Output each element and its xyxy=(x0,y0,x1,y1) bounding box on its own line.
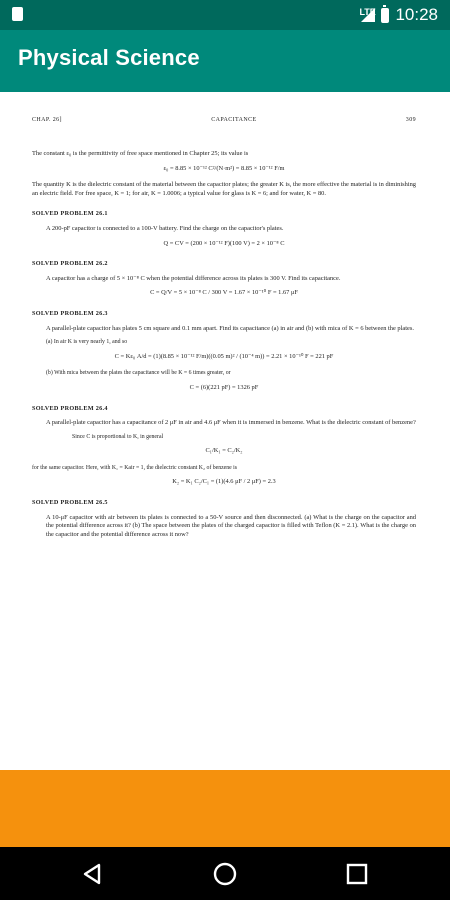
signal-icon xyxy=(359,8,375,22)
navigation-bar xyxy=(0,847,450,900)
home-icon[interactable] xyxy=(211,860,239,888)
problem-equation: C = Q/V = 5 × 10⁻⁸ C / 300 V = 1.67 × 10⁻¹⁰ F = 1.67 μF xyxy=(150,289,298,297)
problem-title: SOLVED PROBLEM 26.3 xyxy=(32,309,108,317)
page-content xyxy=(32,150,416,544)
running-head-center: CAPACITANCE xyxy=(211,117,257,123)
problem-text: A parallel-plate capacitor has a capacitance of 2 μF in air and 4.6 μF when it is immersed in benzene. What is the dielectric constant of benzene? xyxy=(46,419,416,427)
problem-equation-2: K₂ = K₁ C₂/C₁ = (1)(4.6 μF / 2 μF) = 2.3 xyxy=(172,478,276,486)
problem-equation: Q = CV = (200 × 10⁻¹² F)(100 V) = 2 × 10⁻⁸ C xyxy=(163,239,285,247)
problem-part-a: (a) In air K is very nearly 1, and so xyxy=(46,339,128,346)
problem-text: A 200-pF capacitor is connected to a 100-V battery. Find the charge on the capacitor's plates. xyxy=(46,224,284,232)
problem-equation: C = Kε₀ A/d = (1)(8.85 × 10⁻¹² F/m)((0.05 m)² / (10⁻⁴ m)) = 2.21 × 10⁻¹⁰ F = 221 pF xyxy=(114,352,334,360)
running-head-left: CHAP. 26] xyxy=(32,117,62,123)
problem-equation-2: C = (6)(221 pF) = 1326 pF xyxy=(189,383,259,391)
intro-paragraph-1: The constant ε₀ is the permittivity of free space mentioned in Chapter 25; its value is xyxy=(32,150,249,157)
problem-line-1: Since C is proportional to K, in general xyxy=(72,433,164,440)
app-bar xyxy=(0,30,450,92)
problem-title: SOLVED PROBLEM 26.5 xyxy=(32,499,108,507)
document-page[interactable] xyxy=(0,92,450,770)
intro-equation: ε₀ = 8.85 × 10⁻¹² C²/(N·m²) = 8.85 × 10⁻¹² F/m xyxy=(163,164,285,172)
bottom-banner[interactable] xyxy=(0,770,450,847)
problem-text: A 10-μF capacitor with air between its plates is connected to a 50-V source and then disconnected. (a) What is the charge on the capacitor and the potential difference across it? (b) The space between the plates of the charged capacitor is filled with Teflon (K = 2.1). What is the charge on the capacitor and the potential difference across it now? xyxy=(46,513,416,538)
status-right xyxy=(359,0,438,30)
problem-title: SOLVED PROBLEM 26.1 xyxy=(32,210,108,218)
running-head xyxy=(32,117,416,123)
clock: 10:28 xyxy=(395,5,438,24)
status-bar xyxy=(0,0,450,30)
page-number: 309 xyxy=(405,117,416,123)
intro-paragraph-2: The quantity K is the dielectric constant of the material between the capacitor plates; the greater K is, the more effective the material is in diminishing an electric field. For free space, K = 1; for air, K = 1.0006; a typical value for glass is K = 6; and for water, K = 80. xyxy=(32,181,416,197)
recents-icon[interactable] xyxy=(343,860,371,888)
problem-line-2: for the same capacitor. Here, with K₁ = Kair = 1, the dielectric constant K₂ of benzene is xyxy=(32,464,238,471)
network-label: LTE xyxy=(359,7,376,17)
battery-icon xyxy=(381,8,389,23)
problem-text: A parallel-plate capacitor has plates 5 cm square and 0.1 mm apart. Find its capacitance (a) in air and (b) with mica of K = 6 between the plates. xyxy=(46,324,414,332)
problem-title: SOLVED PROBLEM 26.4 xyxy=(32,404,108,412)
back-icon[interactable] xyxy=(79,860,107,888)
problem-part-b: (b) With mica between the plates the capacitance will be K = 6 times greater, or xyxy=(46,370,231,377)
problem-text: A capacitor has a charge of 5 × 10⁻⁸ C when the potential difference across its plates is 300 V. Find its capacitance. xyxy=(46,274,341,282)
notification-icon xyxy=(12,7,23,21)
problem-equation: C₁/K₁ = C₂/K₂ xyxy=(205,447,243,455)
problem-title: SOLVED PROBLEM 26.2 xyxy=(32,260,108,268)
app-title: Physical Science xyxy=(18,45,200,70)
